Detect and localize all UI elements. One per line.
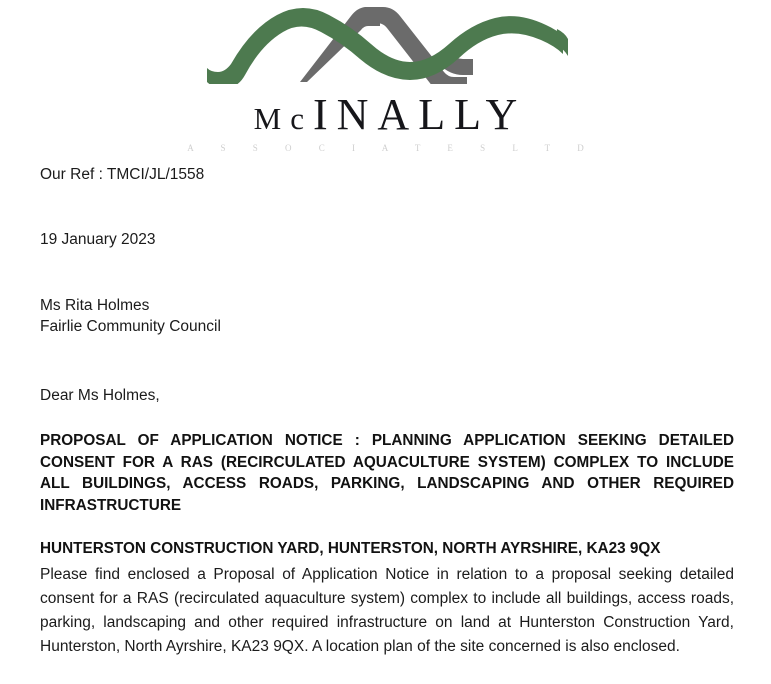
recipient-name: Ms Rita Holmes (40, 297, 150, 314)
subject-site-address: HUNTERSTON CONSTRUCTION YARD, HUNTERSTON, NORTH AYRSHIRE, KA23 9QX (40, 539, 661, 557)
body-paragraph-1: Please find enclosed a Proposal of Application Notice in relation to a proposal seeking detailed consent for a RAS (recirculated aquaculture system) complex to include all buildings, access roads, parking, landscaping and other required infrastructure on land at Hunterston Construction Yard, Hunterston, North Ayrshire, KA23 9QX. A location plan of the site concerned is also enclosed. (40, 566, 734, 655)
salutation: Dear Ms Holmes, (40, 387, 160, 404)
our-ref: Our Ref : TMCI/JL/1558 (40, 166, 205, 183)
company-tagline: A S S O C I A T E S L T D (187, 143, 597, 153)
recipient-organisation: Fairlie Community Council (40, 318, 221, 335)
recipient-address-block (40, 295, 221, 337)
wordmark-mc: Mc (253, 101, 313, 136)
company-wordmark (0, 92, 771, 142)
letter-date: 19 January 2023 (40, 231, 156, 248)
wave-ribbon-logo-icon (205, 2, 570, 84)
subject-heading (40, 430, 734, 559)
subject-proposal-run: PROPOSAL OF APPLICATION NOTICE : PLANNING APPLICATION SEEKING DETAILED CONSENT FOR A RAS (RECIRCULATED AQUACULTURE SYSTEM) COMPLEX TO INCLUDE ALL BUILDINGS, ACCESS ROADS, PARKING, LANDSCAPING AND OTHER REQUIRED INFRASTRUCTURE (40, 432, 734, 514)
subject-proposal-text (40, 430, 734, 538)
letterhead (0, 0, 771, 160)
wordmark-inally: INALLY (313, 90, 527, 139)
